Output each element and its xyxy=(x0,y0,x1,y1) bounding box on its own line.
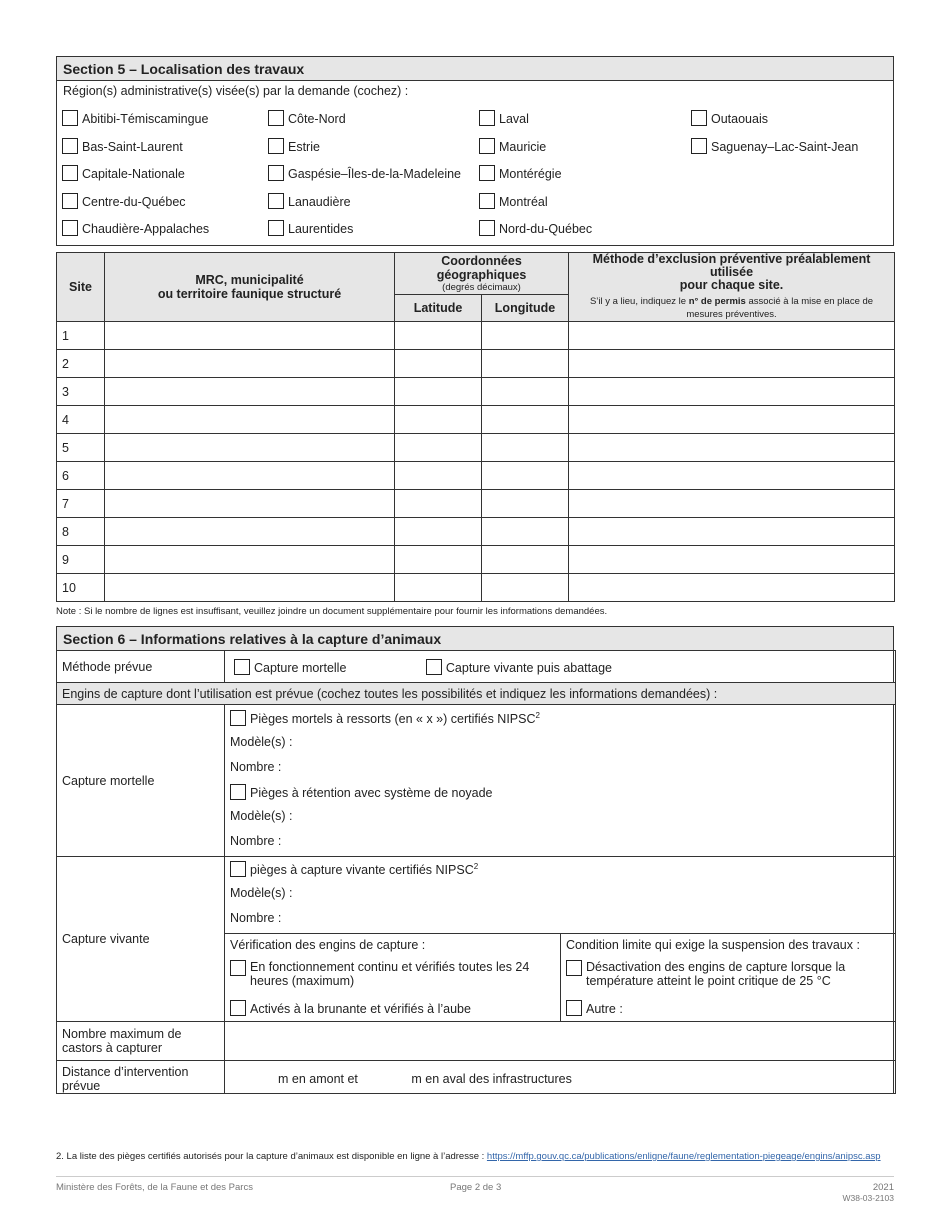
region-item xyxy=(691,189,898,217)
longitude-input[interactable] xyxy=(482,574,569,602)
region-label: Centre-du-Québec xyxy=(82,194,186,209)
region-item xyxy=(479,189,691,217)
longitude-input[interactable] xyxy=(482,462,569,490)
trap2-checkbox[interactable] xyxy=(230,784,246,800)
latitude-input[interactable] xyxy=(395,378,482,406)
latitude-input[interactable] xyxy=(395,462,482,490)
footer-divider xyxy=(56,1176,894,1177)
table-row xyxy=(57,378,895,406)
section5 xyxy=(56,56,894,246)
sites-table xyxy=(56,252,895,602)
region-label: Saguenay–Lac-Saint-Jean xyxy=(711,139,859,154)
method-input[interactable] xyxy=(569,546,895,574)
cond2-label: Autre : xyxy=(586,1002,623,1016)
mrc-input[interactable] xyxy=(105,406,395,434)
trap3-models: Modèle(s) : xyxy=(230,886,293,900)
cond-title: Condition limite qui exige la suspension des travaux : xyxy=(566,938,860,952)
trap3-label: pièges à capture vivante certifiés NIPSC xyxy=(250,863,474,877)
trap3-nombre: Nombre : xyxy=(230,911,282,925)
site-number: 1 xyxy=(57,322,105,350)
trap3-row xyxy=(230,861,890,886)
trap1-models: Modèle(s) : xyxy=(230,734,293,749)
trap1-label: Pièges mortels à ressorts (en « x ») certifiés NIPSC xyxy=(250,711,536,726)
cond-cell xyxy=(561,934,896,1022)
mortelle-label: Capture mortelle xyxy=(57,705,225,857)
col-method-sub-a: S’il y a lieu, indiquez le xyxy=(589,296,689,307)
longitude-input[interactable] xyxy=(482,322,569,350)
region-label: Nord-du-Québec xyxy=(499,222,593,236)
region-checkbox[interactable] xyxy=(62,220,78,236)
region-checkbox[interactable] xyxy=(62,110,78,126)
trap2-models: Modèle(s) : xyxy=(230,808,293,823)
col-method-sub xyxy=(574,295,889,321)
method-input[interactable] xyxy=(569,574,895,602)
method-input[interactable] xyxy=(569,518,895,546)
method-options xyxy=(225,651,896,683)
section5-title: Section 5 – Localisation des travaux xyxy=(57,57,893,81)
longitude-input[interactable] xyxy=(482,518,569,546)
mrc-input[interactable] xyxy=(105,350,395,378)
latitude-input[interactable] xyxy=(395,406,482,434)
region-checkbox[interactable] xyxy=(479,138,495,154)
method-input[interactable] xyxy=(569,462,895,490)
table-row xyxy=(57,406,895,434)
site-number: 3 xyxy=(57,378,105,406)
col-method-line1: Méthode d’exclusion préventive préalablement utilisée xyxy=(592,252,871,279)
latitude-input[interactable] xyxy=(395,574,482,602)
footnote-text: 2. La liste des pièges certifiés autorisés pour la capture d’animaux est disponible en ligne à l’adresse : xyxy=(56,1151,487,1162)
verif2-checkbox[interactable] xyxy=(230,1000,246,1016)
verif1-checkbox[interactable] xyxy=(230,960,246,976)
mrc-input[interactable] xyxy=(105,462,395,490)
site-number: 10 xyxy=(57,574,105,602)
mrc-input[interactable] xyxy=(105,378,395,406)
table-row xyxy=(57,518,895,546)
method-input[interactable] xyxy=(569,322,895,350)
region-checkbox[interactable] xyxy=(479,220,495,236)
region-checkbox[interactable] xyxy=(479,193,495,209)
site-number: 2 xyxy=(57,350,105,378)
region-checkbox[interactable] xyxy=(479,165,495,181)
footer-year: 2021 xyxy=(872,1182,894,1193)
site-rows xyxy=(57,322,895,602)
cond1-label: Désactivation des engins de capture lorsque la température atteint le point critique de 25 °C xyxy=(586,960,846,988)
verif-title: Vérification des engins de capture : xyxy=(230,938,426,952)
region-checkbox[interactable] xyxy=(268,110,284,126)
latitude-input[interactable] xyxy=(395,434,482,462)
dist-cell[interactable] xyxy=(225,1061,896,1094)
region-label: Laurentides xyxy=(288,222,354,236)
trap1-checkbox[interactable] xyxy=(230,710,246,726)
footnote-link[interactable]: https://mffp.gouv.qc.ca/publications/enligne/faune/reglementation-piegeage/engins/anipsc.asp xyxy=(486,1151,881,1162)
latitude-input[interactable] xyxy=(395,490,482,518)
region-item xyxy=(691,216,898,244)
vivante-cell xyxy=(225,857,896,934)
verif1-label: En fonctionnement continu et vérifiés toutes les 24 heures (maximum) xyxy=(250,960,530,988)
region-checkbox[interactable] xyxy=(268,193,284,209)
region-label: Estrie xyxy=(288,139,320,154)
mrc-input[interactable] xyxy=(105,322,395,350)
region-item xyxy=(268,189,479,217)
site-number: 5 xyxy=(57,434,105,462)
cond2-row xyxy=(566,1000,890,1016)
mrc-input[interactable] xyxy=(105,434,395,462)
method-mortelle-label: Capture mortelle xyxy=(254,660,347,675)
site-number: 6 xyxy=(57,462,105,490)
method-vivante-checkbox[interactable] xyxy=(426,659,442,675)
region-checkbox[interactable] xyxy=(691,138,707,154)
mrc-input[interactable] xyxy=(105,546,395,574)
trap2-row xyxy=(230,784,890,809)
method-vivante-label: Capture vivante puis abattage xyxy=(445,660,612,675)
trap3-checkbox[interactable] xyxy=(230,861,246,877)
longitude-input[interactable] xyxy=(482,434,569,462)
region-item xyxy=(62,189,268,217)
max-input[interactable] xyxy=(225,1022,896,1061)
table-row xyxy=(57,322,895,350)
region-checkbox[interactable] xyxy=(268,165,284,181)
cond1-checkbox[interactable] xyxy=(566,960,582,976)
method-input[interactable] xyxy=(569,490,895,518)
region-checkbox[interactable] xyxy=(268,138,284,154)
longitude-input[interactable] xyxy=(482,490,569,518)
footer-ministry: Ministère des Forêts, de la Faune et des Parcs xyxy=(56,1182,253,1193)
sites-table-wrap xyxy=(56,252,894,617)
region-label: Bas-Saint-Laurent xyxy=(82,139,183,154)
table-row xyxy=(57,490,895,518)
region-item xyxy=(479,106,691,134)
site-number: 9 xyxy=(57,546,105,574)
verif-cell xyxy=(225,934,561,1022)
region-checkbox[interactable] xyxy=(62,138,78,154)
col-coords-sub: (degrés décimaux) xyxy=(442,282,521,294)
region-label: Abitibi-Témiscamingue xyxy=(82,112,209,126)
mrc-input[interactable] xyxy=(105,490,395,518)
region-label: Chaudière-Appalaches xyxy=(82,222,210,236)
footnote xyxy=(56,1151,881,1162)
region-label: Côte-Nord xyxy=(288,112,346,126)
verif2-row xyxy=(230,1000,555,1016)
longitude-input[interactable] xyxy=(482,546,569,574)
trap1-nombre: Nombre : xyxy=(230,759,282,774)
table-row xyxy=(57,350,895,378)
region-label: Mauricie xyxy=(499,139,547,154)
method-input[interactable] xyxy=(569,350,895,378)
col-method-sub-b: n° de permis xyxy=(688,296,746,307)
method-input[interactable] xyxy=(569,406,895,434)
method-label: Méthode prévue xyxy=(57,651,225,683)
col-mrc-line1: MRC, municipalité xyxy=(195,273,304,287)
region-checkbox[interactable] xyxy=(268,220,284,236)
col-latitude: Latitude xyxy=(395,295,482,322)
col-method-line2: pour chaque site. xyxy=(679,278,784,292)
latitude-input[interactable] xyxy=(395,322,482,350)
region-checkbox[interactable] xyxy=(62,165,78,181)
section6 xyxy=(56,626,894,1094)
verif2-label: Activés à la brunante et vérifiés à l’aube xyxy=(250,1002,471,1016)
col-method xyxy=(569,253,895,322)
longitude-input[interactable] xyxy=(482,378,569,406)
engines-header: Engins de capture dont l’utilisation est prévue (cochez toutes les possibilités et indiquez les informations demandées) : xyxy=(57,683,896,705)
col-coords-title: Coordonnées géographiques xyxy=(436,254,527,283)
site-number: 8 xyxy=(57,518,105,546)
region-item xyxy=(479,216,691,244)
region-item xyxy=(62,161,268,189)
mrc-input[interactable] xyxy=(105,574,395,602)
dist-text2: m en aval des infrastructures xyxy=(411,1072,572,1086)
trap1-sup: 2 xyxy=(535,710,540,720)
dist-label: Distance d’intervention prévue xyxy=(57,1061,225,1094)
region-label: Montréal xyxy=(499,194,548,209)
region-item xyxy=(691,106,898,134)
latitude-input[interactable] xyxy=(395,546,482,574)
footer-page: Page 2 de 3 xyxy=(450,1182,502,1193)
col-method-sub-c: associé à la mise en place de mesures préventives. xyxy=(686,296,874,320)
table-row xyxy=(57,462,895,490)
col-longitude: Longitude xyxy=(482,295,569,322)
dist-text1: m en amont et xyxy=(278,1072,358,1086)
method-input[interactable] xyxy=(569,434,895,462)
method-mortelle-checkbox[interactable] xyxy=(234,659,250,675)
mrc-input[interactable] xyxy=(105,518,395,546)
table-note: Note : Si le nombre de lignes est insuffisant, veuillez joindre un document supplémentaire pour fournir les informations demandées. xyxy=(56,606,608,617)
region-item xyxy=(268,134,479,162)
region-item xyxy=(62,134,268,162)
cond2-checkbox[interactable] xyxy=(566,1000,582,1016)
footer-code: W38-03-2103 xyxy=(842,1193,894,1203)
section6-table xyxy=(56,650,896,1094)
region-label: Laval xyxy=(499,112,529,126)
trap3-sup: 2 xyxy=(473,861,479,871)
col-mrc-line2: ou territoire faunique structuré xyxy=(157,287,342,301)
region-item xyxy=(479,161,691,189)
method-input[interactable] xyxy=(569,378,895,406)
site-number: 4 xyxy=(57,406,105,434)
region-item xyxy=(691,134,898,162)
col-mrc xyxy=(105,253,395,322)
region-item xyxy=(268,216,479,244)
region-prompt: Région(s) administrative(s) visée(s) par la demande (cochez) : xyxy=(63,84,409,98)
cond1-row xyxy=(566,960,890,1000)
trap1-row xyxy=(230,710,890,735)
region-label: Lanaudière xyxy=(288,194,351,209)
region-item xyxy=(691,161,898,189)
site-number: 7 xyxy=(57,490,105,518)
table-row xyxy=(57,574,895,602)
table-row xyxy=(57,546,895,574)
table-row xyxy=(57,434,895,462)
region-checkbox[interactable] xyxy=(691,110,707,126)
latitude-input[interactable] xyxy=(395,350,482,378)
region-item xyxy=(62,106,268,134)
region-list xyxy=(57,106,893,244)
region-checkbox[interactable] xyxy=(479,110,495,126)
region-checkbox[interactable] xyxy=(62,193,78,209)
col-site: Site xyxy=(57,253,105,322)
region-item xyxy=(62,216,268,244)
region-item xyxy=(268,106,479,134)
vivante-label: Capture vivante xyxy=(57,857,225,1022)
region-label: Montérégie xyxy=(499,167,562,181)
footer-right xyxy=(842,1182,894,1203)
mortelle-cell xyxy=(225,705,896,857)
section6-title: Section 6 – Informations relatives à la capture d’animaux xyxy=(57,627,893,651)
latitude-input[interactable] xyxy=(395,518,482,546)
longitude-input[interactable] xyxy=(482,350,569,378)
trap2-label: Pièges à rétention avec système de noyade xyxy=(250,785,493,800)
col-coords xyxy=(395,253,569,295)
trap2-nombre: Nombre : xyxy=(230,833,282,848)
region-label: Gaspésie–Îles-de-la-Madeleine xyxy=(288,167,462,181)
region-item xyxy=(479,134,691,162)
longitude-input[interactable] xyxy=(482,406,569,434)
region-label: Outaouais xyxy=(711,112,768,126)
region-item xyxy=(268,161,479,189)
max-label: Nombre maximum de castors à capturer xyxy=(57,1022,225,1061)
verif1-row xyxy=(230,960,555,1000)
region-label: Capitale-Nationale xyxy=(82,167,185,181)
